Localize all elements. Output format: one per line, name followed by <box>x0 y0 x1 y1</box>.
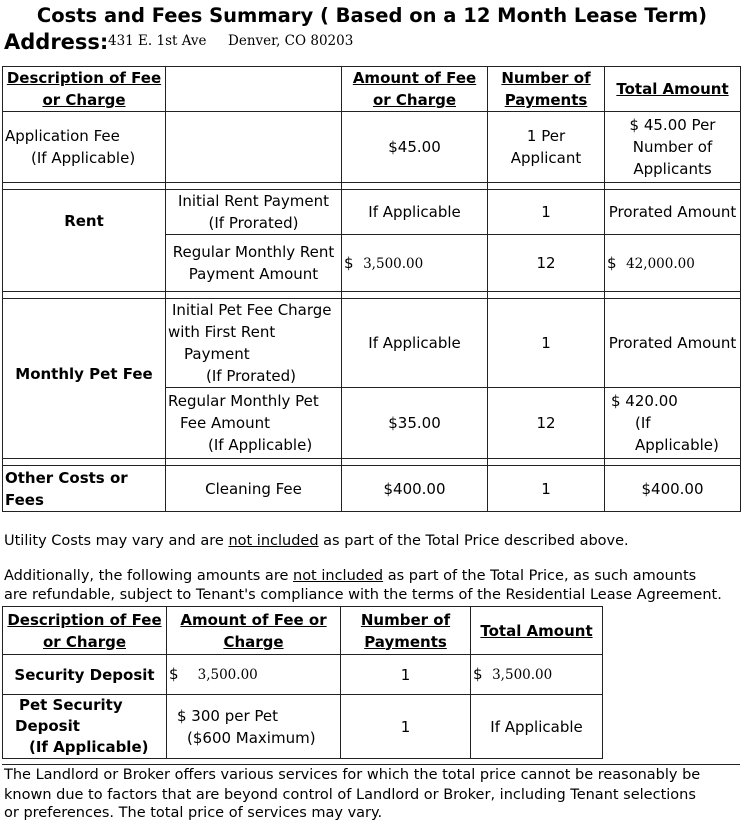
deposit-header-payments: Number of Payments <box>341 607 471 655</box>
other-costs-total: $400.00 <box>605 466 741 512</box>
rent-regular-amount: $ 3,500.00 <box>342 235 488 292</box>
fees-header-row <box>3 67 741 112</box>
deposit-header-row <box>3 607 603 655</box>
header-total: Total Amount <box>605 67 741 112</box>
header-description: Description of Fee or Charge <box>3 67 166 112</box>
rent-initial-payments: 1 <box>488 190 605 235</box>
separator <box>3 459 741 466</box>
footer-line2: known due to factors that are beyond control of Landlord or Broker, including Tenant selections <box>4 787 696 803</box>
page-title: Costs and Fees Summary ( Based on a 12 Month Lease Term) <box>36 4 708 27</box>
separator <box>3 292 741 299</box>
security-deposit-row <box>3 655 603 695</box>
rent-regular-desc: Regular Monthly Rent Payment Amount <box>166 235 342 292</box>
address-value: 431 E. 1st Ave Denver, CO 80203 <box>108 33 354 49</box>
application-fee-payments: 1 Per Applicant <box>488 112 605 183</box>
pet-regular-amount: $35.00 <box>342 388 488 459</box>
other-costs-row <box>3 466 741 512</box>
other-costs-payments: 1 <box>488 466 605 512</box>
deposit-header-description: Description of Fee or Charge <box>3 607 167 655</box>
pet-security-deposit-payments: 1 <box>341 695 471 759</box>
application-fee-total: $ 45.00 Per Number of Applicants <box>605 112 741 183</box>
pet-initial-desc: Initial Pet Fee Charge with First Rent Payment (If Prorated) <box>166 299 342 388</box>
security-deposit-label: Security Deposit <box>3 655 167 695</box>
utility-note: Utility Costs may vary and are not included as part of the Total Price described above. <box>4 533 629 549</box>
separator <box>3 183 741 190</box>
rent-regular-total: $ 42,000.00 <box>605 235 741 292</box>
footer-line3: or preferences. The total price of services may vary. <box>4 805 383 821</box>
pet-security-deposit-amount: $ 300 per Pet ($600 Maximum) <box>167 695 341 759</box>
rent-initial-total: Prorated Amount <box>605 190 741 235</box>
pet-fee-label: Monthly Pet Fee <box>3 299 166 459</box>
header-amount: Amount of Fee or Charge <box>342 67 488 112</box>
deposit-header-amount: Amount of Fee or Charge <box>167 607 341 655</box>
application-fee-amount: $45.00 <box>342 112 488 183</box>
rent-regular-payments: 12 <box>488 235 605 292</box>
security-deposit-total: $ 3,500.00 <box>471 655 603 695</box>
pet-regular-total: $ 420.00 (If Applicable) <box>605 388 741 459</box>
rent-initial-row <box>3 190 741 235</box>
rent-initial-desc: Initial Rent Payment (If Prorated) <box>166 190 342 235</box>
application-fee-desc: Application Fee (If Applicable) <box>3 112 166 183</box>
other-costs-amount: $400.00 <box>342 466 488 512</box>
fees-table <box>2 66 741 512</box>
rent-initial-amount: If Applicable <box>342 190 488 235</box>
pet-initial-total: Prorated Amount <box>605 299 741 388</box>
header-blank <box>166 67 342 112</box>
pet-initial-row <box>3 299 741 388</box>
pet-initial-payments: 1 <box>488 299 605 388</box>
deposit-header-total: Total Amount <box>471 607 603 655</box>
pet-regular-desc: Regular Monthly Pet Fee Amount (If Applicable) <box>166 388 342 459</box>
security-deposit-amount: $ 3,500.00 <box>167 655 341 695</box>
rent-label: Rent <box>3 190 166 292</box>
other-costs-desc: Cleaning Fee <box>166 466 342 512</box>
pet-initial-amount: If Applicable <box>342 299 488 388</box>
footer-line1: The Landlord or Broker offers various services for which the total price cannot be reasonably be <box>4 767 701 783</box>
deposit-table <box>2 606 603 759</box>
refundable-note-line2: are refundable, subject to Tenant's compliance with the terms of the Residential Lease Agreement. <box>4 587 722 603</box>
pet-security-deposit-row <box>3 695 603 759</box>
pet-regular-payments: 12 <box>488 388 605 459</box>
refundable-note: Additionally, the following amounts are not included as part of the Total Price, as such amounts <box>4 568 697 584</box>
pet-security-deposit-label: Pet Security Deposit (If Applicable) <box>3 695 167 759</box>
other-costs-label: Other Costs or Fees <box>3 466 166 512</box>
address-label: Address: <box>4 30 109 54</box>
security-deposit-payments: 1 <box>341 655 471 695</box>
pet-security-deposit-total: If Applicable <box>471 695 603 759</box>
application-fee-row <box>3 112 741 183</box>
header-payments: Number of Payments <box>488 67 605 112</box>
